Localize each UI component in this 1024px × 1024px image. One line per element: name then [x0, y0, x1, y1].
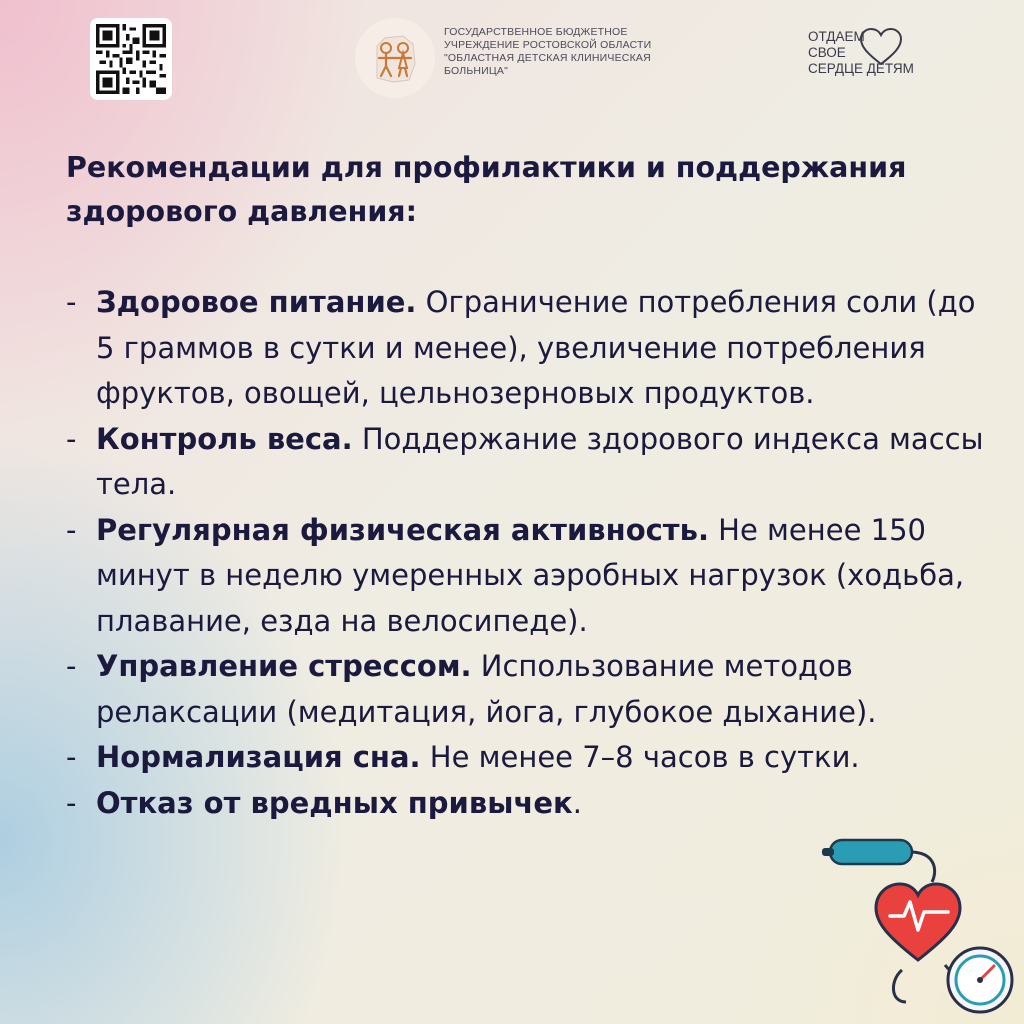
item-text: Ограничение потребления соли (до 5 граммов в сутки и менее), увеличение потребления фруктов, овощей, цельнозерновых продуктов. [96, 285, 976, 410]
slogan: ОТДАЕМ СВОЕ СЕРДЦЕ ДЕТЯМ [808, 29, 914, 76]
list-dash: - [66, 649, 77, 683]
item-text: Использование методов релаксации (медитация, йога, глубокое дыхание). [96, 649, 877, 729]
page-title: Рекомендации для профилактики и поддержания здорового давления: [66, 151, 907, 228]
item-text: Не менее 150 минут в неделю умеренных аэробных нагрузок (ходьба, плавание, езда на велосипеде). [96, 512, 965, 638]
item-title: Нормализация сна. [96, 740, 421, 774]
hospital-logo-icon [355, 18, 435, 98]
list-dash: - [66, 421, 77, 456]
item-text: Не менее 7–8 часов в сутки. [420, 740, 860, 774]
item-text: . [572, 785, 582, 820]
list-item [66, 417, 986, 508]
list-dash: - [66, 785, 77, 820]
qr-code[interactable] [90, 18, 172, 100]
heart-outline-icon [858, 27, 904, 67]
recommendations-list [66, 280, 986, 826]
hospital-logo[interactable] [355, 18, 435, 98]
list-item [66, 735, 986, 781]
list-item [66, 280, 986, 417]
item-text: Поддержание здорового индекса массы тела. [96, 421, 984, 501]
item-title: Отказ от вредных привычек [96, 785, 573, 820]
list-item [66, 644, 986, 735]
list-dash: - [66, 285, 77, 319]
list-item [66, 508, 986, 645]
item-title: Управление стрессом. [96, 649, 472, 683]
item-title: Контроль веса. [96, 421, 353, 456]
item-title: Здоровое питание. [96, 285, 417, 319]
item-title: Регулярная физическая активность. [96, 512, 709, 547]
organization-name: ГОСУДАРСТВЕННОЕ БЮДЖЕТНОЕ УЧРЕЖДЕНИЕ РОСТОВСКОЙ ОБЛАСТИ "ОБЛАСТНАЯ ДЕТСКАЯ КЛИНИЧЕСКАЯ БОЛЬНИЦА" [444, 26, 652, 77]
qr-code-icon [96, 24, 166, 94]
list-dash: - [66, 512, 77, 547]
list-dash: - [66, 740, 77, 774]
blood-pressure-monitor-icon [820, 820, 1024, 1024]
